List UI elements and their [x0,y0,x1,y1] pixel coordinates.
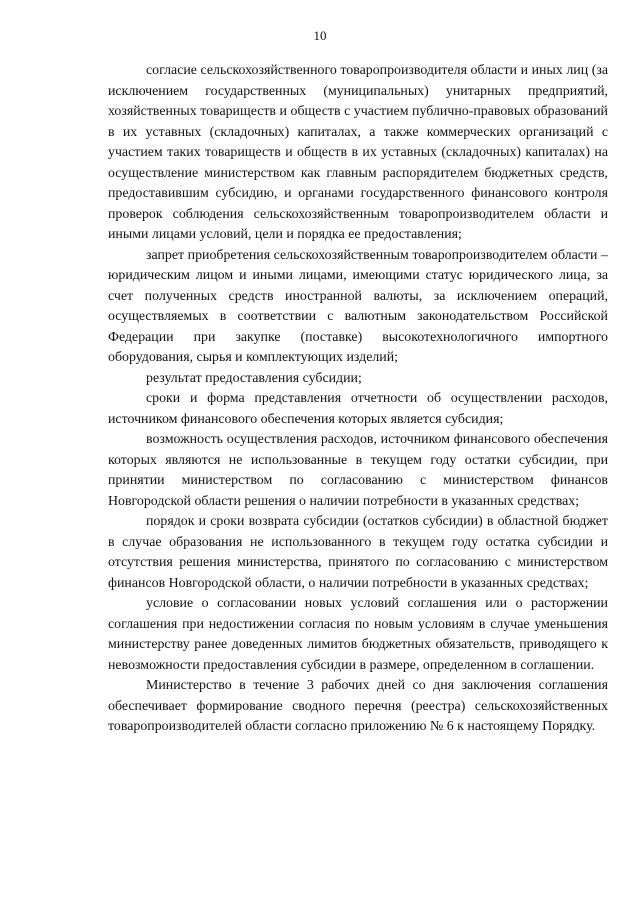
paragraph-refund-procedure: порядок и сроки возврата субсидии (остатков субсидии) в областной бюджет в случае образования не использованного в текущем году остатка субсидии и отсутствия решения министерства, принятого по согласованию с министерством финансов Новгородской области, о наличии потребности в указанных средствах; [108,514,608,591]
paragraph-unused-balance-spending: возможность осуществления расходов, источником финансового обеспечения которых являются не использованные в текущем году остатки субсидии, при принятии министерством по согласованию с министерством финансов Новгородской области решения о наличии потребности в указанных средствах; [108,432,608,509]
document-body [108,61,608,738]
paragraph-registry-formation: Министерство в течение 3 рабочих дней со дня заключения соглашения обеспечивает формирование сводного перечня (реестра) сельскохозяйственных товаропроизводителей области согласно приложению № 6 к настоящему Порядку. [108,678,608,734]
page-number: 10 [313,28,327,43]
paragraph-subsidy-result: результат предоставления субсидии; [146,370,362,386]
paragraph-reporting-terms: сроки и форма представления отчетности об осуществлении расходов, источником финансового обеспечения которых является субсидия; [108,391,608,427]
paragraph-foreign-currency-ban: запрет приобретения сельскохозяйственным товаропроизводителем области – юридическим лицом и иными лицами, имеющими статус юридического лица, за счет полученных средств иностранной валюты, за исключением операций, осуществляемых в соответствии с валютным законодательством Российской Федерации при закупке (поставке) высокотехнологичного импортного оборудования, сырья и комплектующих изделий; [108,247,608,365]
paragraph-consent-to-inspections: согласие сельскохозяйственного товаропроизводителя области и иных лиц (за исключением государственных (муниципальных) унитарных предприятий, хозяйственных товариществ и обществ с участием публично-правовых образований в их уставных (складочных) капиталах, а также коммерческих организаций с участием таких товариществ и обществ в их уставных (складочных) капиталах) на осуществление министерством как главным распорядителем бюджетных средств, предоставившим субсидию, и органами государственного финансового контроля проверок соблюдения сельскохозяйственным товаропроизводителем области и иными лицами условий, цели и порядка ее предоставления; [108,63,608,242]
paragraph-agreement-amendment: условие о согласовании новых условий соглашения или о расторжении соглашения при недостижении согласия по новым условиям в случае уменьшения министерству ранее доведенных лимитов бюджетных обязательств, приводящего к невозможности предоставления субсидии в размере, определенном в соглашении. [108,596,608,673]
